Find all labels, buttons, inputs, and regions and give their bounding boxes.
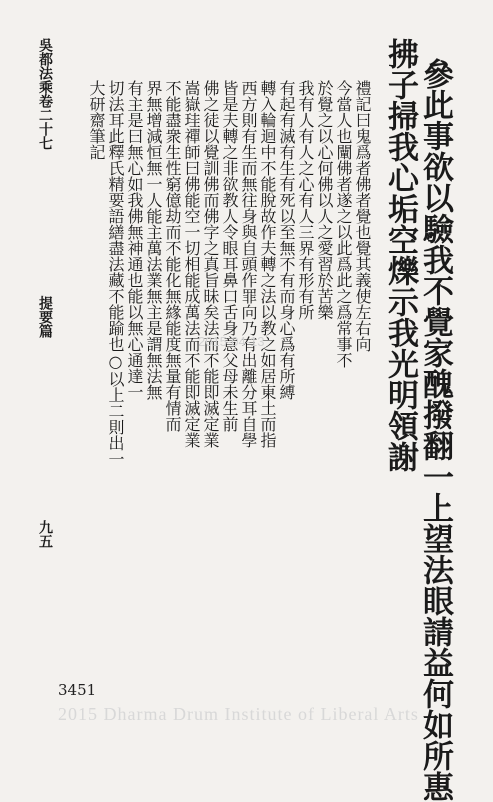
annotation-line: 皆是夫轉之非欲教人令眼耳鼻口舌身意父母未生前: [220, 80, 239, 432]
annotation-line: 嵩嶽珪禪師曰佛能空一切相能成萬法而不能即滅定業: [182, 80, 201, 448]
annotation-line: 大研齋筆記: [87, 80, 106, 160]
main-text-line-1: 參此事欲以驗我不覺家醜撥翻一上望法眼請益何如所惠: [417, 58, 453, 802]
annotation-line: 界無增減恒無一人能主萬法業無主是謂無法無: [144, 80, 163, 400]
annotation-line: 於覺之以心何佛以人之愛習於苦樂: [315, 80, 334, 320]
section-name: 提要篇: [37, 296, 53, 338]
chinese-page-number: 九五: [37, 520, 53, 548]
annotation-line: 禮記曰鬼爲者佛者覺也覺其義使左右向: [353, 80, 372, 352]
volume-title: 吳都法乘卷二十七: [37, 38, 53, 150]
copyright-watermark: 2015 Dharma Drum Institute of Liberal Arts: [58, 704, 419, 724]
annotation-line: 西方則有生而無往身與自頭作罪向乃有出離分耳自學: [239, 80, 258, 448]
page-number: 3451: [58, 681, 97, 699]
annotation-line: 有起有滅有生有死以至無不有而身心爲有所縛: [277, 80, 296, 400]
annotation-line: 轉入輪迴中不能脫故作夫轉之法以教之如居東土而指: [258, 80, 277, 448]
date-watermark: 2015-04-13: [198, 334, 265, 349]
annotation-line: 今當人也闡佛者遂之以此爲此之爲常事不: [334, 80, 353, 368]
annotation-line: 有主是曰無心如我佛無神通也能以無心通達一: [125, 80, 144, 400]
annotation-line: 我有人有人之心有人三界有形有所: [296, 80, 315, 320]
annotation-line: 佛之徒以覺訓佛而佛字之真旨昧矣法而不能即滅定業: [201, 80, 220, 448]
annotation-line: 不能盡衆生性窮億劫而不能化無緣能度無量有情而: [163, 80, 182, 432]
main-text-line-2: 拂子掃我心垢空爍示我光明領謝: [382, 38, 418, 472]
annotation-line: 切法耳此釋氏精要語繕盡法藏不能踰也○以上二則出一: [106, 80, 125, 467]
